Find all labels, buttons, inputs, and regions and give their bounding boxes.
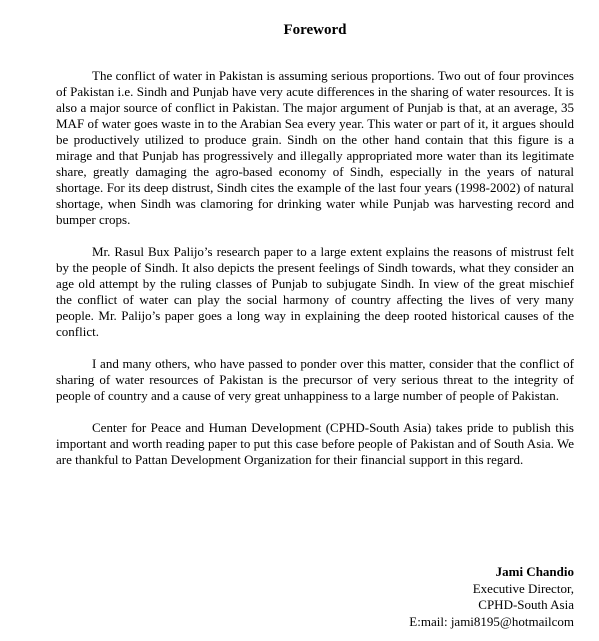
signatory-organization: CPHD-South Asia <box>478 597 574 612</box>
signatory-position: Executive Director, <box>472 580 574 596</box>
paragraph-2: Mr. Rasul Bux Palijo’s research paper to a large extent explains the reasons of mistrust felt by the people of Sindh. It also depicts the present feelings of Sindh towards, what they consider an age old attempt by the ruling classes of Punjab to subjugate Sindh. In view of the great mischief the conflict of water can play the social harmony of country affecting the lives of very many people. Mr. Palijo’s paper goes a long way in explaining the deep rooted historical causes of the conflict. <box>56 244 574 339</box>
document-page <box>56 0 574 641</box>
page-title: Foreword <box>283 22 347 38</box>
body-text <box>56 68 574 484</box>
signature-block <box>314 564 574 630</box>
signatory-email: E:mail: jami8195@hotmailcom <box>409 613 574 629</box>
paragraph-3: I and many others, who have passed to ponder over this matter, consider that the conflict of sharing of water resources of Pakistan is the precursor of very serious threat to the integrity of people of country and a cause of very great unhappiness to a large number of people of Pakistan. <box>56 356 574 403</box>
paragraph-1: The conflict of water in Pakistan is assuming serious proportions. Two out of four provinces of Pakistan i.e. Sindh and Punjab have very acute differences in the sharing of water resources. It is also a major source of conflict in Pakistan. The major argument of Punjab is that, at an average, 35 MAF of water goes waste in to the Arabian Sea every year. This water or part of it, it argues should be productively utilized to produce grain. Sindh on the other hand contain that this figure is a mirage and that Punjab has progressively and illegally appropriated more water than its legitimate share, greatly damaging the agro-based economy of Sindh, especially in the years of natural shortage. For its deep distrust, Sindh cites the example of the last four years (1998-2002) of natural shortage, when Sindh was clamoring for drinking water while Punjab was harvesting record and bumper crops. <box>56 68 574 227</box>
paragraph-4: Center for Peace and Human Development (CPHD-South Asia) takes pride to publish this important and worth reading paper to put this case before people of Pakistan and of South Asia. We are thankful to Pattan Development Organization for their financial support in this regard. <box>56 420 574 467</box>
signatory-name: Jami Chandio <box>495 564 574 579</box>
